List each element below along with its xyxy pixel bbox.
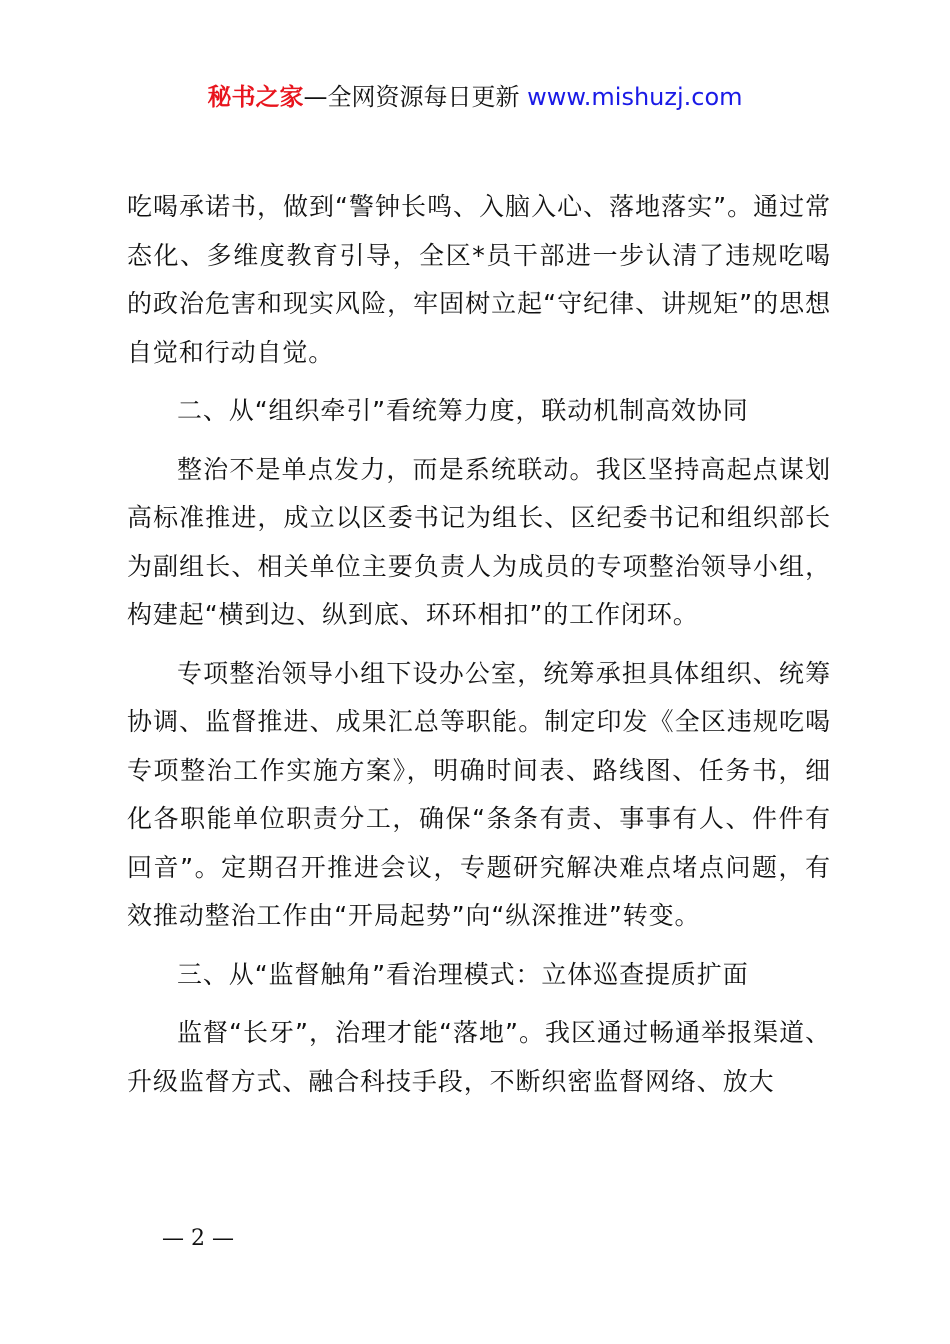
site-slogan: —全网资源每日更新 — [303, 83, 520, 111]
site-brand-name: 秘书之家 — [207, 83, 304, 111]
paragraph-4: 监督“长牙”，治理才能“落地”。我区通过畅通举报渠道、升级监督方式、融合科技手段，不断织密监督网络、放大 — [127, 1018, 831, 1096]
paragraph-2: 整治不是单点发力，而是系统联动。我区坚持高起点谋划高标准推进，成立以区委书记为组长、区纪委书记和组织部长为副组长、相关单位主要负责人为成员的专项整治领导小组，构建起“横到边、纵到底、环环相扣”的工作闭环。 — [127, 454, 831, 629]
document-body — [127, 183, 831, 1106]
paragraph-continued: 吃喝承诺书，做到“警钟长鸣、入脑入心、落地落实”。通过常态化、多维度教育引导，全区*员干部进一步认清了违规吃喝的政治危害和现实风险，牢固树立起“守纪律、讲规矩”的思想自觉和行动自觉。 — [127, 192, 831, 367]
section-heading-3: 三、从“监督触角”看治理模式：立体巡查提质扩面 — [177, 959, 749, 989]
page-number: — 2 — — [162, 1226, 234, 1251]
site-url-link[interactable]: www.mishuzj.com — [527, 83, 743, 111]
paragraph-3: 专项整治领导小组下设办公室，统筹承担具体组织、统筹协调、监督推进、成果汇总等职能。制定印发《全区违规吃喝专项整治工作实施方案》，明确时间表、路线图、任务书，细化各职能单位职责分工，确保“条条有责、事事有人、件件有回音”。定期召开推进会议，专题研究解决难点堵点问题，有效推动整治工作由“开局起势”向“纵深推进”转变。 — [127, 658, 831, 930]
section-heading-2: 二、从“组织牵引”看统筹力度，联动机制高效协同 — [177, 396, 749, 425]
site-banner — [0, 80, 950, 114]
